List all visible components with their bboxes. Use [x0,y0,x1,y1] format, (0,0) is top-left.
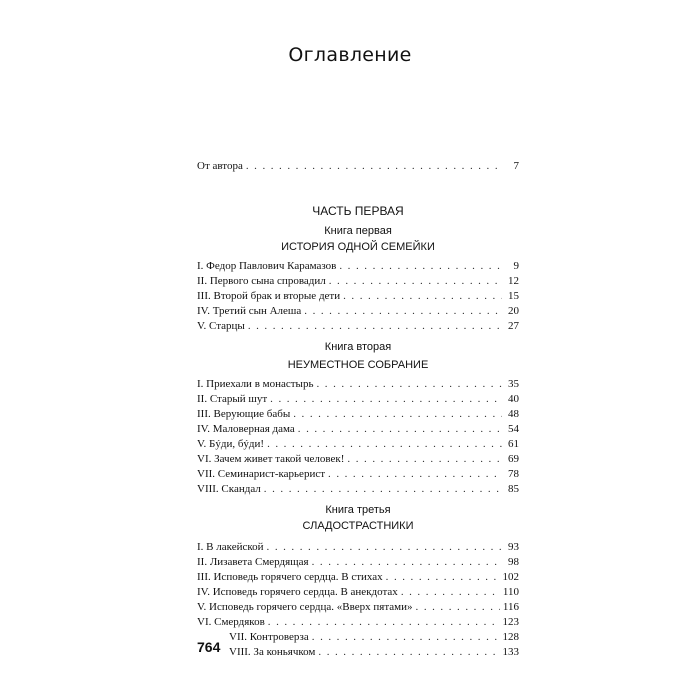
toc-entry-title: V. Бýди, бýди! [197,438,265,450]
dot-leader [312,631,500,643]
toc-entry [197,468,519,483]
dot-leader [267,541,502,553]
part-title: ЧАСТЬ ПЕРВАЯ [312,204,404,218]
toc-entry-page: 85 [508,483,519,495]
toc-entry-title: IV. Исповедь горячего сердца. В анекдотах [197,586,398,598]
dot-leader [316,378,502,390]
toc-entry-title: VII. Семинарист-карьерист [197,468,326,480]
book-name: НЕУМЕСТНОЕ СОБРАНИЕ [287,359,429,371]
dot-leader [293,408,502,420]
toc-entry [197,556,519,571]
page-number: 764 [197,639,221,655]
toc-entry-page: 40 [508,393,519,405]
toc-entry-title: II. Лизавета Смердящая [197,556,309,568]
dot-leader [329,275,502,287]
dot-leader [268,616,500,628]
toc-entry-title: IV. Третий сын Алеша [197,305,302,317]
toc-entry [197,305,519,320]
toc-entry-page: 133 [502,646,519,658]
dot-leader [416,601,500,613]
toc-entry-title: VI. Смердяков [197,616,265,628]
toc-entry-page: 35 [508,378,519,390]
toc-entry-title: VII. Контроверза [229,631,309,643]
toc-entry-page: 128 [502,631,519,643]
toc-entry-title: III. Верующие бабы [197,408,291,420]
dot-leader [312,556,502,568]
toc-entry-title: V. Исповедь горячего сердца. «Вверх пятами» [197,601,413,613]
toc-entry [197,393,519,408]
dot-leader [248,320,502,332]
toc-entry-title: VIII. За коньячком [229,646,316,658]
toc-entry-page: 7 [513,160,519,172]
dot-leader [328,468,502,480]
toc-entry-page: 102 [502,571,519,583]
toc-entry-page: 9 [513,260,519,272]
page-title: Оглавление [288,44,412,66]
toc-entry-title: I. В лакейской [197,541,264,553]
toc-entry-page: 15 [508,290,519,302]
toc-entry [197,378,519,393]
dot-leader [386,571,500,583]
toc-entry-title: II. Первого сына спровадил [197,275,326,287]
toc-entry-page: 54 [508,423,519,435]
toc-entry-title: I. Федор Павлович Карамазов [197,260,337,272]
toc-entry [197,275,519,290]
toc-entry-title: VIII. Скандал [197,483,261,495]
toc-entry-title: IV. Маловерная дама [197,423,295,435]
dot-leader [347,453,502,465]
toc-entry [197,423,519,438]
toc-entry-page: 61 [508,438,519,450]
dot-leader [270,393,502,405]
toc-entry [229,631,519,646]
toc-entry [197,616,519,631]
book-name: СЛАДОСТРАСТНИКИ [302,520,414,532]
toc-entry [197,571,519,586]
toc-entry-title: VI. Зачем живет такой человек! [197,453,345,465]
dot-leader [267,438,502,450]
toc-entry-page: 93 [508,541,519,553]
dot-leader [246,160,502,172]
toc-entry [197,586,519,601]
toc-entry [197,408,519,423]
toc-entry-page: 27 [508,320,519,332]
toc-entry-title: III. Исповедь горячего сердца. В стихах [197,571,383,583]
toc-preface [197,160,519,175]
toc-entry-title: От автора [197,160,243,172]
dot-leader [339,260,502,272]
toc-entry [197,453,519,468]
toc-entry-page: 69 [508,453,519,465]
toc-entry [197,438,519,453]
toc-entry [197,260,519,275]
toc-entry [197,320,519,335]
toc-entry-page: 123 [502,616,519,628]
toc-entry-title: I. Приехали в монастырь [197,378,314,390]
toc-entry-page: 12 [508,275,519,287]
toc-entry-page: 48 [508,408,519,420]
dot-leader [401,586,500,598]
book-name: ИСТОРИЯ ОДНОЙ СЕМЕЙКИ [281,241,435,253]
book-label: Книга третья [325,504,391,516]
dot-leader [298,423,502,435]
toc-entry-page: 116 [502,601,519,613]
dot-leader [264,483,502,495]
dot-leader [304,305,502,317]
book-label: Книга вторая [324,341,392,353]
toc-entry [229,646,519,661]
toc-entry [197,541,519,556]
toc-entry-title: V. Старцы [197,320,245,332]
toc-entry [197,601,519,616]
toc-entry-page: 98 [508,556,519,568]
book-label: Книга первая [324,225,392,237]
dot-leader [343,290,502,302]
toc-entry-page: 78 [508,468,519,480]
toc-entry [197,483,519,498]
toc-entry-page: 20 [508,305,519,317]
toc-entry-title: III. Второй брак и вторые дети [197,290,341,302]
dot-leader [318,646,499,658]
toc-entry-title: II. Старый шут [197,393,268,405]
toc-entry [197,290,519,305]
toc-entry-page: 110 [502,586,519,598]
